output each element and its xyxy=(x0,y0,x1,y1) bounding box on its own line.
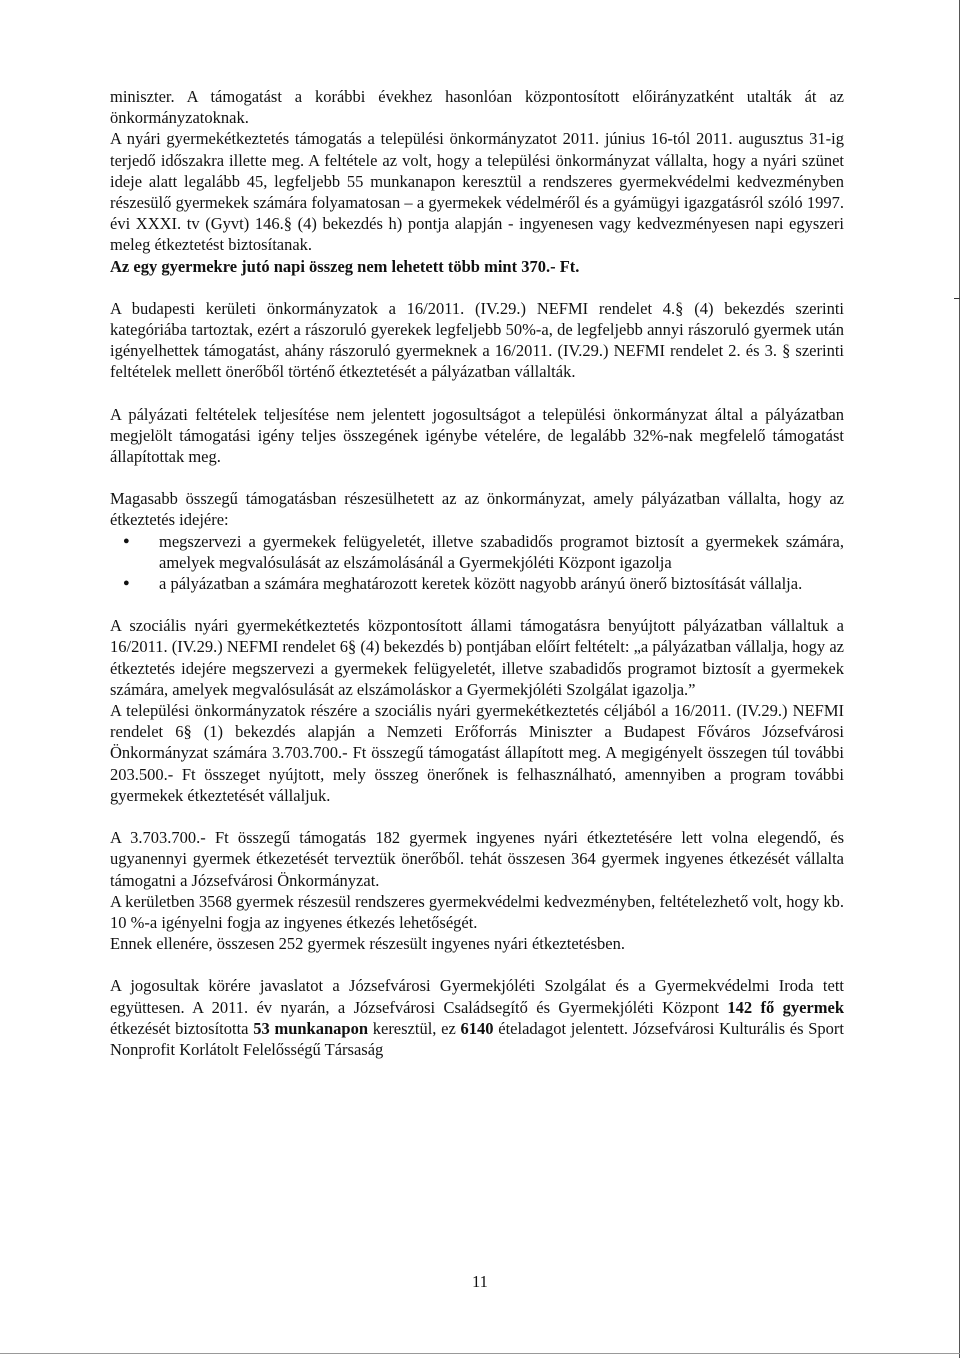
paragraph-eligibility xyxy=(110,975,844,1060)
text-run: ételadagot jelentett. Józsefvárosi Kulturális és Sport Nonprofit Korlátolt Felelősségű Társaság xyxy=(110,1018,844,1059)
paragraph-higher-support: Magasabb összegű támogatásban részesülhetett az az önkormányzat, amely pályázatban vállalta, hogy az étkeztetés idejére: xyxy=(110,489,844,530)
paragraph-daily-limit: Az egy gyermekre jutó napi összeg nem lehetett több mint 370.- Ft. xyxy=(110,256,580,276)
page-number: 11 xyxy=(472,1272,488,1291)
paragraph-budapest-category: A budapesti kerületi önkormányzatok a 16/2011. (IV.29.) NEFMI rendelet 4.§ (4) bekezdés szerinti kategóriába tartoztak, ezért a rászoruló gyerekek legfeljebb 50%-a, de legfeljebb annyi rászoruló gyermek után igényelhettek támogatást, ahány rászoruló gyermeknek a 16/2011. (IV.29.) NEFMI rendelet 2. és 3. § szerinti feltételek mellett önerőből történő étkeztetését a pályázatban vállalták. xyxy=(110,298,844,382)
list-item: ● a pályázatban a számára meghatározott keretek között nagyobb arányú önerő biztosítását vállalja. xyxy=(159,573,844,594)
scan-edge-bottom xyxy=(0,1353,960,1354)
text-run: étkezését biztosította xyxy=(110,1018,254,1038)
spacer xyxy=(110,806,844,827)
paragraph-intro: miniszter. A támogatást a korábbi évekhez hasonlóan központosított előirányzatként utalták át az önkormányzatoknak. xyxy=(110,87,844,128)
scan-tick-mark xyxy=(954,298,960,299)
bold-workdays: 53 munkanapon xyxy=(253,1018,369,1038)
spacer xyxy=(110,467,844,488)
paragraph-undertaking: A szociális nyári gyermekétkeztetés központosított állami támogatásra benyújtott pályázatban vállaltuk a 16/2011. (IV.29.) NEFMI rendelet 6§ (4) bekezdés b) pontjában előírt feltételt: „a pályázatban vállalja, hogy az étkeztetés idejére megszervezi a gyermekek felügyeletét, illetve szabadidős programot biztosít a gyermekek számára, amelyek megvalósulását az elszámoláskor a Gyermekjóléti Szolgálat igazolja.” xyxy=(110,616,844,699)
text-run: A jogosultak körére javaslatot a Józsefvárosi Gyermekjóléti Szolgálat és a Gyermekvédelmi Iroda tett együttesen. A 2011. év nyarán, a Józsefvárosi Családsegítő és Gyermekjóléti Központ xyxy=(110,976,844,1017)
paragraph-ministry-grant: A települési önkormányzatok részére a szociális nyári gyermekétkeztetés céljából a 16/2011. (IV.29.) NEFMI rendelet 6§ (1) bekezdés alapján a Nemzeti Erőforrás Miniszter a Budapest Főváros Józsefvárosi Önkormányzat számára 3.703.700.- Ft összegű támogatást állapított meg. A megigényelt összegen túl további 203.500.- Ft összeget nyújtott, mely összeg önerőnek is felhasználható, amennyiben a program további gyermekek étkeztetését vállaljuk. xyxy=(110,701,844,805)
paragraph-application-conditions: A pályázati feltételek teljesítése nem jelentett jogosultságot a települési önkormányzat által a pályázatban megjelölt támogatási igény teljes összegének igénybe vételére, de legalább 32%-nak megfelelő támogatást állapítottak meg. xyxy=(110,404,844,467)
spacer xyxy=(110,277,844,298)
paragraph-summer-support: A nyári gyermekétkeztetés támogatás a települési önkormányzatot 2011. június 16-tól 2011. augusztus 31-ig terjedő időszakra illette meg. A feltétele az volt, hogy a települési önkormányzat vállalta, hogy a nyári szünet ideje alatt legalább 45, legfeljebb 55 munkanapon keresztül a rendszeres gyermekvédelmi kedvezményben részesülő gyermekek számára folyamatosan – a gyermekek védelméről és a gyámügyi igazgatásról szóló 1997. évi XXXI. tv (Gyvt) 146.§ (4) bekezdés h) pontja alapján - ingyenesen vagy kedvezményesen napi egyszeri meleg étkeztetést biztosítanak. xyxy=(110,129,844,255)
spacer xyxy=(110,954,844,975)
condition-list xyxy=(110,531,844,595)
spacer xyxy=(110,594,844,615)
spacer xyxy=(110,383,844,404)
paragraph-total-children: Ennek ellenére, összesen 252 gyermek részesült ingyenes nyári étkeztetésben. xyxy=(110,934,625,954)
bold-meal-count: 6140 xyxy=(460,1018,494,1038)
paragraph-district-stats: A kerületben 3568 gyermek részesül rendszeres gyermekvédelmi kedvezményben, feltételezhető volt, hogy kb. 10 %-a igényelni fogja az ingyenes étkezés lehetőségét. xyxy=(110,891,844,932)
paragraph-grant-usage: A 3.703.700.- Ft összegű támogatás 182 gyermek ingyenes nyári étkeztetésére lett volna elegendő, és ugyanennyi gyermek étkezetését terveztük önerőből. tehát összesen 364 gyermek ingyenes étkezését vállalta támogatni a Józsefvárosi Önkormányzat. xyxy=(110,828,844,890)
bold-children-count: 142 fő gyermek xyxy=(727,997,844,1017)
list-item: ● megszervezi a gyermekek felügyeletét, illetve szabadidős programot biztosít a gyermekek számára, amelyek megvalósulását az elszámolásánál a Gyermekjóléti Központ igazolja xyxy=(159,531,844,573)
text-run: keresztül, ez xyxy=(368,1018,461,1038)
document-body xyxy=(110,86,844,1060)
